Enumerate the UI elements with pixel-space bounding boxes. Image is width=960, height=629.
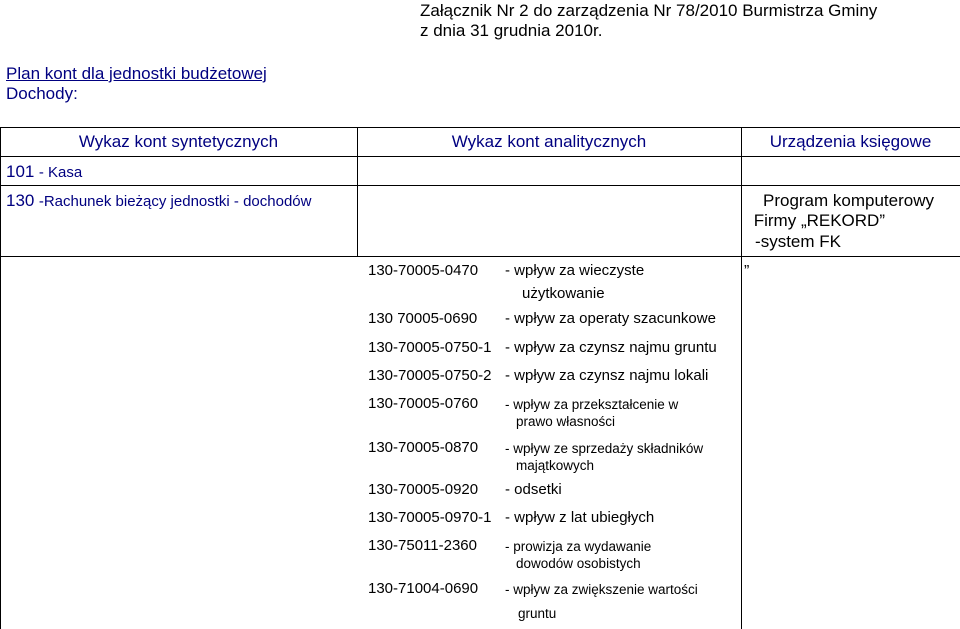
analytic-account-desc: - wpływ za przekształcenie w xyxy=(505,397,679,412)
row-130-bottom-border xyxy=(0,256,960,257)
row-101-bottom-border xyxy=(0,185,960,186)
device-line2: Firmy „REKORD” xyxy=(753,211,885,230)
analytic-account-desc-cont: prawo własności xyxy=(516,414,616,429)
analytic-account-desc: - odsetki xyxy=(505,481,562,498)
analytic-account-code: 130-70005-0970-1 xyxy=(368,509,492,526)
analytic-account-code: 130-71004-0690 xyxy=(368,580,479,597)
column-header-synthetic: Wykaz kont syntetycznych xyxy=(78,132,279,151)
table-top-border xyxy=(0,127,960,128)
analytic-account-code: 130-70005-0870 xyxy=(368,439,479,456)
analytic-account-code: 130-75011-2360 xyxy=(368,537,477,554)
table-left-border xyxy=(0,127,1,629)
analytic-account-desc-cont: dowodów osobistych xyxy=(516,556,641,571)
document-title: Plan kont dla jednostki budżetowej xyxy=(6,64,267,83)
analytic-account-desc-cont: gruntu xyxy=(518,606,557,621)
analytic-account-code: 130-70005-0760 xyxy=(368,395,479,412)
device-line3: -system FK xyxy=(755,232,841,251)
analytic-account-desc: - wpływ z lat ubiegłych xyxy=(505,509,655,526)
analytic-account-desc-cont: użytkowanie xyxy=(522,285,605,302)
account-row-130 xyxy=(6,191,311,211)
attachment-header-line2: z dnia 31 grudnia 2010r. xyxy=(420,21,603,40)
document-subtitle: Dochody: xyxy=(6,84,78,103)
analytic-account-desc: - wpływ za wieczyste xyxy=(505,262,645,279)
column-header-devices: Urządzenia księgowe xyxy=(769,132,932,151)
analytic-account-desc: - prowizja za wydawanie xyxy=(505,539,652,554)
analytic-account-code: 130-70005-0750-2 xyxy=(368,367,492,384)
analytic-account-code: 130-70005-0470 xyxy=(368,262,479,279)
column-header-analytic: Wykaz kont analitycznych xyxy=(451,132,647,151)
analytic-account-code: 130 70005-0690 xyxy=(368,310,478,327)
analytic-account-desc-cont: majątkowych xyxy=(516,458,595,473)
analytic-account-desc: - wpływ za operaty szacunkowe xyxy=(505,310,716,327)
ditto-mark: ” xyxy=(744,263,750,280)
analytic-account-desc: - wpływ za zwiększenie wartości xyxy=(505,582,698,597)
account-name: -Rachunek bieżący jednostki - dochodów xyxy=(38,193,312,210)
table-header-bottom-border xyxy=(0,156,960,157)
analytic-account-desc: - wpływ za czynsz najmu lokali xyxy=(505,367,709,384)
attachment-header-line1: Załącznik Nr 2 do zarządzenia Nr 78/2010 Burmistrza Gminy xyxy=(420,1,878,20)
account-code: 130 xyxy=(6,191,35,210)
account-row-101 xyxy=(6,162,82,182)
analytic-account-code: 130-70005-0920 xyxy=(368,481,479,498)
analytic-account-desc: - wpływ za czynsz najmu gruntu xyxy=(505,339,717,356)
analytic-account-code: 130-70005-0750-1 xyxy=(368,339,492,356)
device-line1: Program komputerowy xyxy=(762,191,934,210)
account-code: 101 xyxy=(6,162,35,181)
analytic-account-desc: - wpływ ze sprzedaży składników xyxy=(505,441,704,456)
account-name: - Kasa xyxy=(38,164,83,181)
